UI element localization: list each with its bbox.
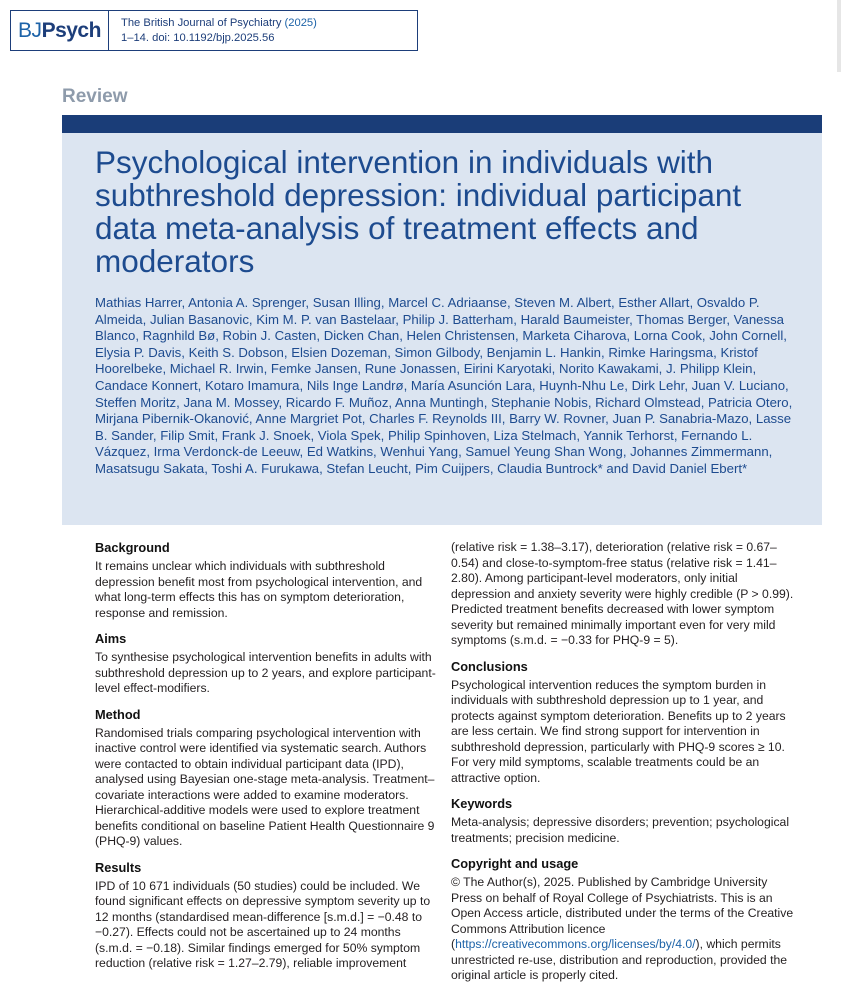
journal-citation: 1–14. doi: 10.1192/bjp.2025.56	[121, 32, 275, 44]
page-edge	[837, 0, 841, 72]
journal-logo[interactable]	[11, 11, 109, 50]
results-continued-text: (relative risk = 1.38–3.17), deterioration (relative risk = 0.67–0.54) and close-to-symptom-free status (relative risk = 1.41–2.80). Among participant-level moderators, only initial depression and anxiety severity were highly credible (P > 0.99). Predicted treatment benefits decreased with lower symptom severity but remained minimally important even for very mild symptoms (s.m.d. = −0.33 for PHQ-9 = 5).	[451, 540, 794, 647]
conclusions-heading: Conclusions	[451, 658, 528, 674]
journal-name: The British Journal of Psychiatry	[121, 17, 282, 29]
method-heading: Method	[95, 706, 141, 722]
copyright-heading: Copyright and usage	[451, 856, 579, 871]
author-list: Mathias Harrer, Antonia A. Sprenger, Susan Illing, Marcel C. Adriaanse, Steven M. Albert, Esther Allart, Osvaldo P. Almeida, Julian Basanovic, Kim M. P. van Bastelaar, Philip J. Batterham, Harald Baumeister, Thomas Berger, Vanessa Blanco, Ragnhild Bø, Robin J. Casten, Dicken Chan, Helen Christensen, Marketa Ciharova, Lorna Cook, John Cornell, Elysia P. Davis, Keith S. Dobson, Elsien Dozeman, Simon Gilbody, Benjamin L. Hankin, Rimke Haringsma, Kristof Hoorelbeke, Michael R. Irwin, Femke Jansen, Rune Jonassen, Eirini Karyotaki, Norito Kawakami, J. Philipp Klein, Candace Konnert, Kotaro Imamura, Nils Inge Landrø, María Asunción Lara, Huynh-Nhu Le, Dirk Lehr, Juan V. Luciano, Steffen Moritz, Jana M. Mossey, Ricardo F. Muñoz, Anna Muntingh, Stephanie Nobis, Richard Olmstead, Patricia Otero, Mirjana Pibernik-Okanović, Anne Margriet Pot, Charles F. Reynolds III, Barry W. Rovner, Juan P. Sanabria-Mazo, Lasse B. Sander, Filip Smit, Frank J. Snoek, Viola Spek, Philip Spinhoven, Liza Stelmach, Yannik Terhorst, Fernando L. Vázquez, Irma Verdonck-de Leeuw, Ed Watkins, Wenhui Yang, Samuel Yeung Shan Wong, Johannes Zimmermann, Masatsugu Sakata, Toshi A. Furukawa, Stefan Leucht, Pim Cuijpers, Claudia Buntrock* and David Daniel Ebert*	[95, 295, 793, 476]
logo-psych: Psych	[41, 19, 101, 42]
article-title: Psychological intervention in individuals with subthreshold depression: individual participant data meta-analysis of treatment effects and moderators	[95, 144, 742, 279]
aims-heading: Aims	[95, 631, 127, 646]
copyright-text-after: ), which permits unrestricted re-use, distribution and reproduction, provided the original article is properly cited.	[451, 937, 788, 982]
background-heading: Background	[95, 540, 170, 555]
license-link[interactable]: https://creativecommons.org/licenses/by/4.0/	[455, 937, 696, 951]
abstract-left-column	[95, 540, 440, 982]
copyright-text	[451, 875, 797, 984]
logo-bj: BJ	[18, 19, 42, 42]
section-label: Review	[62, 86, 128, 107]
results-text: IPD of 10 671 individuals (50 studies) could be included. We found significant effects on depressive symptom severity up to 12 months (standardised mean-difference [s.m.d.] = −0.48 to −0.27). Effects could not be ascertained up to 24 months (s.m.d. = −0.18). Similar findings emerged for 50% symptom reduction (relative risk = 1.27–2.79), reliable improvement	[95, 878, 431, 970]
conclusions-text: Psychological intervention reduces the symptom burden in individuals with subthreshold depression up to 1 year, and protects against symptom deterioration. Benefits up to 2 years are less certain. We find strong support for intervention in subthreshold depression, particularly with PHQ-9 scores ≥ 10. For very mild symptoms, scalable treatments could be an attractive option.	[451, 677, 786, 785]
results-heading: Results	[95, 859, 142, 875]
aims-text: To synthesise psychological intervention benefits in adults with subthreshold depression up to 2 years, and explore participant-level effect-modifiers.	[95, 650, 436, 695]
journal-year: (2025)	[284, 17, 317, 29]
journal-header	[10, 10, 418, 51]
method-text: Randomised trials comparing psychological intervention with inactive control were identified via systematic search. Authors were contacted to obtain individual participant data (IPD), analysed using Bayesian one-stage meta-analysis. Treatment–covariate interactions were added to examine moderators. Hierarchical-additive models were used to explore treatment benefits conditional on baseline Patient Health Questionnaire 9 (PHQ-9) values.	[95, 725, 435, 848]
journal-info	[121, 16, 317, 46]
title-top-bar	[62, 115, 822, 133]
keywords-text: Meta-analysis; depressive disorders; prevention; psychological treatments; precision medicine.	[451, 815, 790, 845]
abstract-right-column	[451, 540, 797, 994]
copyright-text-before: © The Author(s), 2025. Published by Cambridge University Press on behalf of Royal College of Psychiatrists. This is an Open Access article, distributed under the terms of the Creative Commons Attribution licence (	[451, 875, 794, 951]
keywords-heading: Keywords	[451, 796, 513, 811]
background-text: It remains unclear which individuals with subthreshold depression benefit most from psychological intervention, and what long-term effects this has on symptom deterioration, response and remission.	[95, 559, 423, 620]
